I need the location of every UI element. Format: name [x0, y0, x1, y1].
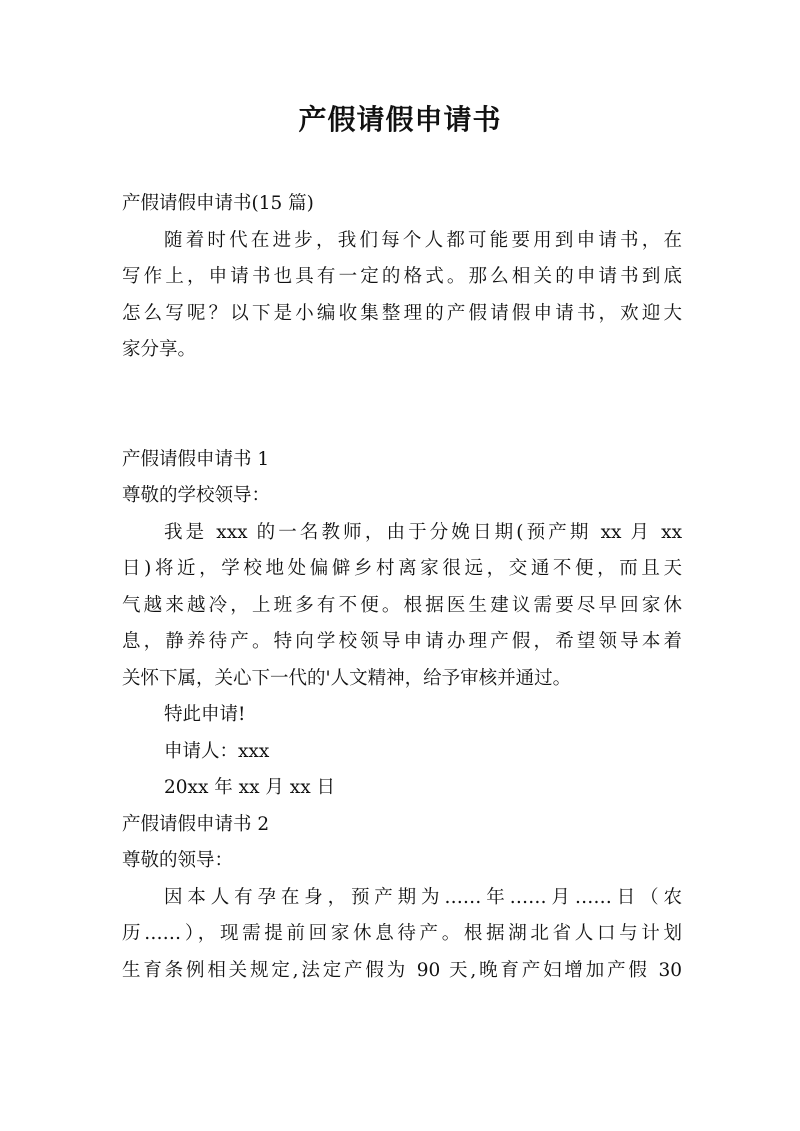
- section1-salutation: 尊敬的学校领导：: [122, 485, 271, 506]
- section1-date: 20xx 年 xx 月 xx 日: [164, 777, 336, 798]
- section1-body-line: 气越来越冷，上班多有不便。根据医生建议需要尽早回家休: [122, 594, 682, 616]
- section1-body-line: 日)将近，学校地处偏僻乡村离家很远，交通不便，而且天: [122, 558, 682, 579]
- intro-line: 家分享。: [122, 339, 197, 360]
- section2-body-line: 因本人有孕在身，预产期为……年……月……日（农: [164, 886, 682, 908]
- section2-body-line: 历……），现需提前回家休息待产。根据湖北省人口与计划: [122, 923, 682, 944]
- section1-closing: 特此申请!: [164, 704, 246, 725]
- section1-heading: 产假请假申请书 1: [122, 448, 270, 470]
- section-spacer: [122, 369, 682, 442]
- section1-applicant: 申请人：xxx: [164, 740, 270, 762]
- section2-heading: 产假请假申请书 2: [122, 813, 270, 835]
- intro-heading: 产假请假申请书(15 篇): [122, 193, 314, 214]
- section1-body-line: 我是 xxx 的一名教师，由于分娩日期(预产期 xx 月 xx: [164, 521, 682, 543]
- section1-body-line: 息，静养待产。特向学校领导申请办理产假，希望领导本着: [122, 631, 682, 652]
- section2-salutation: 尊敬的领导：: [122, 850, 234, 871]
- document-title: 产假请假申请书: [298, 103, 502, 136]
- section1-body-line: 关怀下属，关心下一代的'人文精神，给予审核并通过。: [122, 667, 572, 689]
- document-content: [122, 186, 682, 989]
- intro-line: 写作上，申请书也具有一定的格式。那么相关的申请书到底: [122, 266, 682, 287]
- intro-line: 怎么写呢？以下是小编收集整理的产假请假申请书，欢迎大: [122, 302, 682, 324]
- section2-body-line: 生育条例相关规定,法定产假为 90 天,晚育产妇增加产假 30: [122, 959, 682, 981]
- intro-line: 随着时代在进步，我们每个人都可能要用到申请书，在: [164, 229, 682, 251]
